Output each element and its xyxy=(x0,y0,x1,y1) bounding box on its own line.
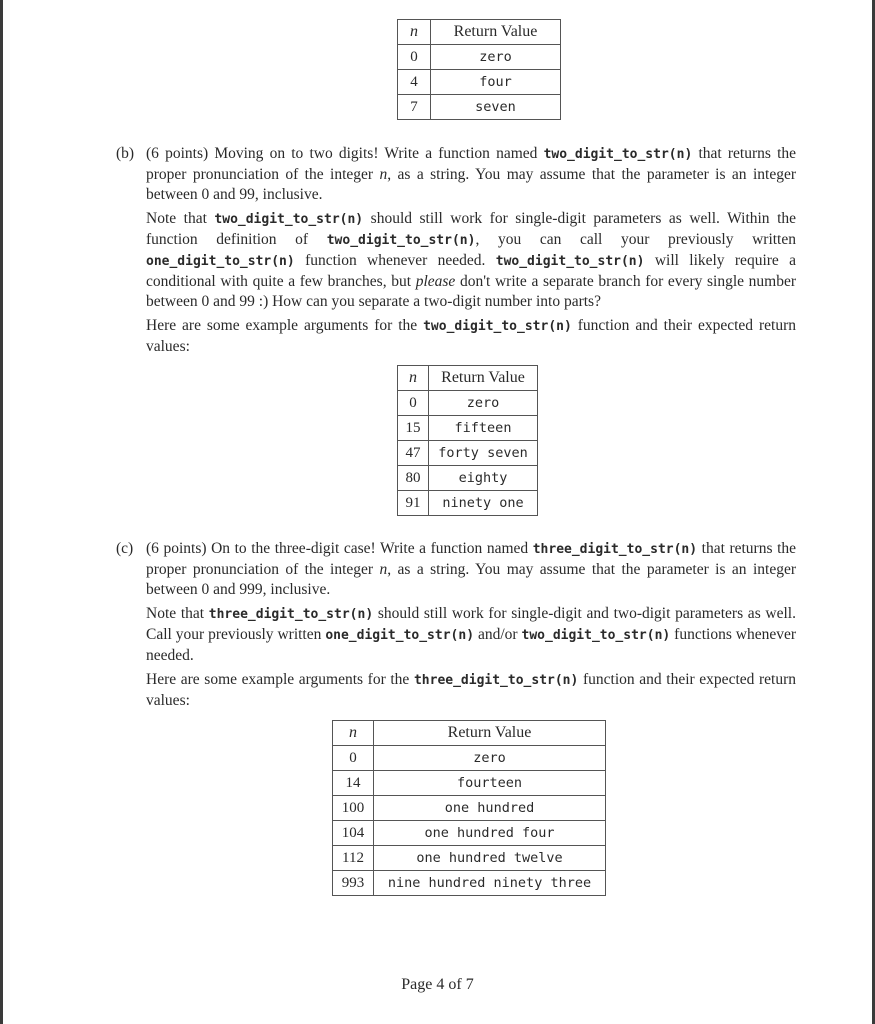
text: and/or xyxy=(477,626,518,643)
points: (6 points) xyxy=(146,540,207,557)
text: should still work for single-digit parameters as well. Within the function definition of xyxy=(146,210,797,248)
text: Here are some example arguments for the xyxy=(146,671,410,688)
part-c-intro xyxy=(146,539,796,600)
text: don't write a separate branch for every single number between 0 and 99 :) How can you separate a two-digit number into parts? xyxy=(146,273,797,310)
text: Moving on to two digits! Write a function named xyxy=(214,145,538,162)
function-name: two_digit_to_str(n) xyxy=(423,319,572,334)
part-b-intro xyxy=(146,144,796,205)
table-row xyxy=(398,70,561,95)
value-cell: zero xyxy=(429,391,538,416)
text: function and their expected return values: xyxy=(146,317,797,355)
col-n-header: n xyxy=(398,20,431,45)
table-row xyxy=(398,441,538,466)
value-cell: seven xyxy=(431,95,561,120)
value-cell: nine hundred ninety three xyxy=(374,871,606,896)
table-row xyxy=(333,796,606,821)
function-name: two_digit_to_str(n) xyxy=(326,233,476,248)
value-cell: eighty xyxy=(429,466,538,491)
part-b xyxy=(116,144,796,361)
value-cell: one hundred xyxy=(374,796,606,821)
part-c-note xyxy=(146,604,796,666)
function-name: two_digit_to_str(n) xyxy=(543,147,693,162)
text: should still work for single-digit and two-digit parameters as well. Call your previously written xyxy=(146,605,796,643)
part-b-examples xyxy=(146,316,796,357)
table-header-row xyxy=(398,20,561,45)
text: , as a string. You may assume that the parameter is an integer between 0 and 99, inclusive. xyxy=(146,166,796,203)
left-border xyxy=(0,0,3,1024)
col-return-header: Return Value xyxy=(431,20,561,45)
part-c-examples xyxy=(146,670,796,711)
table-row xyxy=(398,491,538,516)
helper-function: one_digit_to_str(n) xyxy=(325,628,475,643)
value-cell: zero xyxy=(431,45,561,70)
text: that returns the proper pronunciation of the integer xyxy=(146,145,797,183)
text: Note that xyxy=(146,210,207,227)
n-cell: 4 xyxy=(398,70,431,95)
variable-n: n xyxy=(379,561,388,578)
text: Note that xyxy=(146,605,205,622)
function-name: three_digit_to_str(n) xyxy=(413,673,579,688)
value-cell: fifteen xyxy=(429,416,538,441)
n-cell: 0 xyxy=(333,746,374,771)
table-row xyxy=(333,871,606,896)
n-cell: 993 xyxy=(333,871,374,896)
value-cell: four xyxy=(431,70,561,95)
examples-table-two-digit xyxy=(397,365,538,516)
value-cell: forty seven xyxy=(429,441,538,466)
table-row xyxy=(333,771,606,796)
helper-function: one_digit_to_str(n) xyxy=(146,254,295,269)
n-cell: 100 xyxy=(333,796,374,821)
text: function and their expected return values: xyxy=(146,671,797,709)
part-c-label: (c) xyxy=(116,540,134,557)
emphasis: please xyxy=(415,273,456,290)
col-return-header: Return Value xyxy=(429,366,538,391)
table-row xyxy=(398,391,538,416)
text: functions whenever needed. xyxy=(146,626,797,664)
text: , you can call your previously written xyxy=(475,231,796,248)
table-row xyxy=(398,45,561,70)
col-return-header: Return Value xyxy=(374,721,606,746)
n-cell: 15 xyxy=(398,416,429,441)
part-c xyxy=(116,539,796,715)
n-cell: 47 xyxy=(398,441,429,466)
n-cell: 14 xyxy=(333,771,374,796)
points: (6 points) xyxy=(146,145,209,162)
variable-n: n xyxy=(379,166,388,183)
value-cell: ninety one xyxy=(429,491,538,516)
table-row xyxy=(333,746,606,771)
table-row xyxy=(398,416,538,441)
text: that returns the proper pronunciation of the integer xyxy=(146,540,796,578)
text: On to the three-digit case! Write a function named xyxy=(211,540,529,557)
part-b-label: (b) xyxy=(116,145,135,162)
table-header-row xyxy=(333,721,606,746)
helper-function: two_digit_to_str(n) xyxy=(521,628,671,643)
function-name: three_digit_to_str(n) xyxy=(532,542,698,557)
examples-table-three-digit xyxy=(332,720,606,896)
n-cell: 112 xyxy=(333,846,374,871)
value-cell: one hundred twelve xyxy=(374,846,606,871)
table-header-row xyxy=(398,366,538,391)
value-cell: one hundred four xyxy=(374,821,606,846)
function-name: two_digit_to_str(n) xyxy=(214,212,364,227)
n-cell: 0 xyxy=(398,45,431,70)
n-cell: 80 xyxy=(398,466,429,491)
table-row xyxy=(398,95,561,120)
part-b-note xyxy=(146,209,796,312)
col-n-header: n xyxy=(333,721,374,746)
n-cell: 0 xyxy=(398,391,429,416)
table-row xyxy=(398,466,538,491)
text: function whenever needed. xyxy=(305,252,486,269)
examples-table-one-digit xyxy=(397,19,561,120)
text: Here are some example arguments for the xyxy=(146,317,418,334)
value-cell: zero xyxy=(374,746,606,771)
n-cell: 7 xyxy=(398,95,431,120)
col-n-header: n xyxy=(398,366,429,391)
n-cell: 91 xyxy=(398,491,429,516)
text: , as a string. You may assume that the parameter is an integer between 0 and 999, inclusive. xyxy=(146,561,796,598)
text: will likely require a conditional with quite a few branches, but xyxy=(146,252,797,290)
function-name: three_digit_to_str(n) xyxy=(208,607,374,622)
table-row xyxy=(333,846,606,871)
n-cell: 104 xyxy=(333,821,374,846)
page-number: Page 4 of 7 xyxy=(401,976,474,993)
function-name: two_digit_to_str(n) xyxy=(495,254,645,269)
value-cell: fourteen xyxy=(374,771,606,796)
table-row xyxy=(333,821,606,846)
